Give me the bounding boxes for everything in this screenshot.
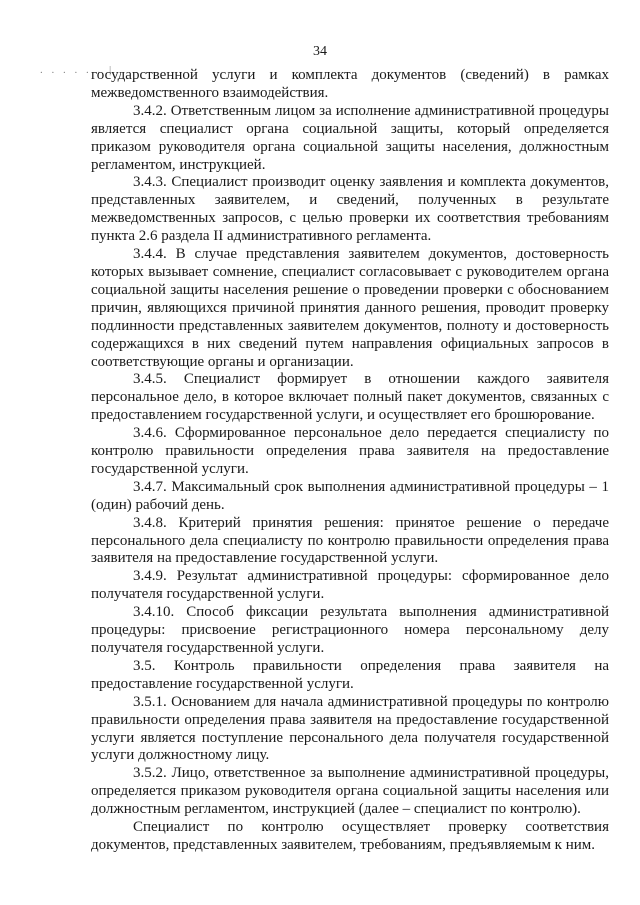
paragraph-3-4-8: 3.4.8. Критерий принятия решения: принятое решение о передаче персонального дела специалисту по контролю правильности определения права заявителя на предоставление государственной услуги.	[91, 514, 609, 567]
page-number: 34	[313, 44, 327, 59]
document-body	[91, 67, 609, 855]
paragraph-3-4-3: 3.4.3. Специалист производит оценку заявления и комплекта документов, представленных заявителем, и сведений, полученных в результате межведомственных запросов, с целью проверки их соответствия требованиям пункта 2.6 раздела II административного регламента.	[91, 174, 609, 245]
paragraph-3-4-7: 3.4.7. Максимальный срок выполнения административной процедуры – 1 (один) рабочий день.	[91, 478, 609, 513]
paragraph-3-5: 3.5. Контроль правильности определения права заявителя на предоставление государственной услуги.	[91, 657, 609, 692]
paragraph-3-4-6: 3.4.6. Сформированное персональное дело передается специалисту по контролю правильности определения права заявителя на предоставление государственной услуги.	[91, 425, 609, 477]
paragraph-continuation: государственной услуги и комплекта документов (сведений) в рамках межведомственного взаимодействия.	[91, 67, 609, 101]
paragraph-3-4-4: 3.4.4. В случае представления заявителем документов, достоверность которых вызывает сомнение, специалист согласовывает с руководителем органа социальной защиты населения решение о проведении проверки с обоснованием причин, являющихся причиной принятия данного решения, проводит проверку подлинности представленных заявителем документов, полноту и достоверность содержащихся в них сведений путем направления официальных запросов в соответствующие органы и организации.	[91, 246, 609, 370]
paragraph-3-4-5: 3.4.5. Специалист формирует в отношении каждого заявителя персональное дело, в которое включает полный пакет документов, связанных с предоставлением государственной услуги, и осуществляет его брошюрование.	[91, 371, 609, 424]
paragraph-specialist-control: Специалист по контролю осуществляет проверку соответствия документов, представленных заявителем, требованиям, предъявляемым к ним.	[91, 819, 609, 853]
paragraph-3-4-9: 3.4.9. Результат административной процедуры: сформированное дело получателя государственной услуги.	[91, 568, 609, 603]
paragraph-3-4-2: 3.4.2. Ответственным лицом за исполнение административной процедуры является специалист органа социальной защиты, который определяется приказом руководителя органа социальной защиты населения, должностным регламентом, инструкцией.	[91, 102, 609, 173]
paragraph-3-5-2: 3.5.2. Лицо, ответственное за выполнение административной процедуры, определяется приказом руководителя органа социальной защиты населения или должностным регламентом, инструкцией (далее – специалист по контролю).	[91, 765, 609, 818]
paragraph-3-5-1: 3.5.1. Основанием для начала административной процедуры по контролю правильности определения права заявителя на предоставление государственной услуги является поступление персонального дела получателя государственной услуги должностному лицу.	[91, 693, 609, 764]
paragraph-3-4-10: 3.4.10. Способ фиксации результата выполнения административной процедуры: присвоение регистрационного номера персональному делу получателя государственной услуги.	[91, 604, 609, 656]
margin-marks: . . . . . . |	[40, 64, 115, 76]
